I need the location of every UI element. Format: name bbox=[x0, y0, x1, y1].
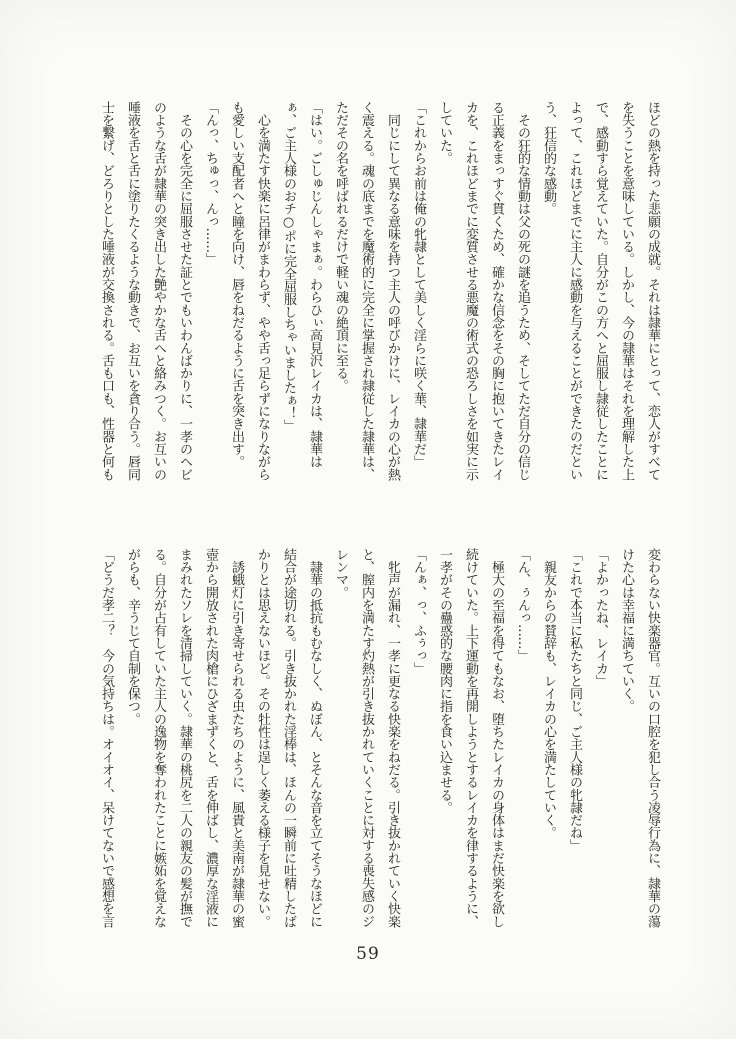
text-line: がらも、辛うじて自制を保つ。 bbox=[125, 548, 140, 726]
text-line: 続けていた。上下運動を再開しようとするレイカを律するように、 bbox=[463, 548, 478, 928]
text-line: けた心は幸福に満ちていく。 bbox=[619, 548, 634, 713]
text-line: る。自分が占有していた主人の逸物を奪われたことに嫉妬を覚えな bbox=[151, 548, 166, 928]
text-line: 誘蛾灯に引き寄せられる虫たちのように、風貴と美南が隷華の蜜 bbox=[229, 548, 244, 928]
text-line: 親友からの賛辞も、レイカの心を満たしていく。 bbox=[541, 548, 556, 839]
text-line: と、膣内を満たす灼熱が引き抜かれていくことに対する喪失感のジ bbox=[359, 548, 374, 928]
text-line: まみれたソレを清掃していく。隷華の桃尻を二人の親友の髪が撫で bbox=[177, 548, 192, 928]
text-line: 壺から開放された肉槍にひざまずくと、舌を伸ばし、濃厚な淫液に bbox=[203, 548, 218, 928]
bottom-text-block bbox=[93, 548, 665, 934]
text-line: 隷華の抵抗もむなしく、ぬぼん、とそんな音を立てそうなほどに bbox=[307, 548, 322, 928]
text-line: その心を完全に屈服させた証とでもいわんばかりに、一孝のヘビ bbox=[177, 101, 192, 481]
text-line: 「よかったね、レイカ」 bbox=[593, 548, 608, 688]
text-line: 「ん、ぅんっ……」 bbox=[515, 548, 530, 662]
text-line: る正義をまっすぐ貫くため、確かな信念をその胸に抱いてきたレイ bbox=[489, 101, 504, 481]
text-line: も愛しい支配者へと瞳を向け、唇をねだるように舌を突き出す。 bbox=[229, 101, 244, 468]
page-number: 59 bbox=[356, 944, 380, 964]
text-line: く震える。魂の底までを魔術的に完全に掌握され隷従した隷華は、 bbox=[359, 101, 374, 481]
text-line: 「これからお前は俺の牝隷として美しく淫らに咲く華、隷華だ」 bbox=[411, 101, 426, 468]
text-line: 極大の至福を得てもなお、堕ちたレイカの身体はまだ快楽を欲し bbox=[489, 548, 504, 928]
top-text-block bbox=[93, 101, 665, 487]
text-line: ぁ、ご主人様のおチ○ポに完全屈服しちゃいましたぁ！」 bbox=[281, 101, 296, 432]
text-line: を失うことを意味している。しかし、今の隷華はそれを理解した上 bbox=[619, 101, 634, 481]
text-line: のような舌が隷華の突き出した艶やかな舌へと絡みつく。お互いの bbox=[151, 101, 166, 481]
text-line: ほどの熱を持った悲願の成就。それは隷華にとって、恋人がすべて bbox=[645, 101, 660, 481]
text-line: その狂的な情動は父の死の謎を追うため、そしてただ自分の信じ bbox=[515, 101, 530, 481]
text-line: していた。 bbox=[437, 101, 452, 165]
text-line: よって、これほどまでに主人に感動を与えることができたのだとい bbox=[567, 101, 582, 481]
text-line: 士を繋げ、どろりとした唾液が交換される。舌も口も、性器と何も bbox=[99, 101, 114, 481]
text-line: ただその名を呼ばれるだけで軽い魂の絶頂に至る。 bbox=[333, 101, 348, 392]
text-line: 「んっ、ちゅっ、んっ……」 bbox=[203, 101, 218, 266]
text-line: かりとは思えないほど。その牡性は逞しく萎える様子を見せない。 bbox=[255, 548, 270, 928]
text-line: 「どうだ孝二？ 今の気持ちは。オイオイ、呆けてないで感想を言 bbox=[99, 548, 114, 928]
text-line: で、感動すら覚えていた。自分がこの方へと屈服し隷従したことに bbox=[593, 101, 608, 481]
text-line: 「んぁ、っ、ふぅっ」 bbox=[411, 548, 426, 675]
text-line: う、狂信的な感動。 bbox=[541, 101, 556, 215]
text-line: 一孝がその蠱惑的な腰肉に指を食い込ませる。 bbox=[437, 548, 452, 814]
text-line: レンマ。 bbox=[333, 548, 348, 599]
text-line: 「はい。ごしゅじんしゃまぁ。わらひぃ高見沢レイカは、隷華は bbox=[307, 101, 322, 468]
text-line: カを、これほどまでに変質させる悪魔の術式の恐ろしさを如実に示 bbox=[463, 101, 478, 481]
text-line: 心を満たす快楽に呂律がまわらず、やや舌っ足らずになりながら bbox=[255, 101, 270, 481]
text-line: 結合が途切れる。引き抜かれた淫棒は、ほんの一瞬前に吐精したば bbox=[281, 548, 296, 928]
text-line: 「これで本当に私たちと同じ、ご主人様の牝隷だね」 bbox=[567, 548, 582, 852]
text-line: 同じにして異なる意味を持つ主人の呼びかけに、レイカの心が熱 bbox=[385, 101, 400, 481]
text-line: 牝声が漏れ、一孝に更なる快楽をねだる。引き抜かれていく快楽 bbox=[385, 548, 400, 928]
text-line: 唾液を舌と舌に塗りたくるような動きで、お互いを貪り合う。唇同 bbox=[125, 101, 140, 481]
text-line: 変わらない快楽器官。互いの口腔を犯し合う凌辱行為に、隷華の蕩 bbox=[645, 548, 660, 928]
